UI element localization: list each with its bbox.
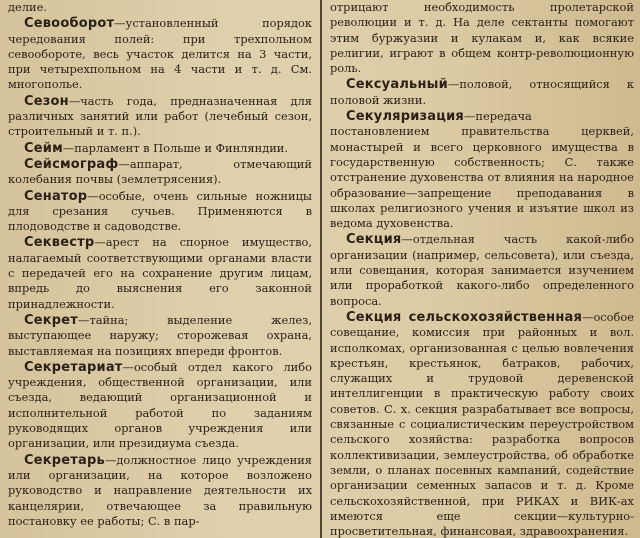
dictionary-entry — [8, 16, 312, 92]
entry-term: Секция сельскохозяйственная — [346, 309, 583, 325]
dictionary-entry — [330, 109, 634, 231]
entry-definition: —должностное лицо учреждения или организации, на которое возложено руководство и направление деятельности их канцелярии, отвечающее за правильную постановку ее работы; С. в пар- — [8, 452, 312, 528]
entry-term: Сейсмограф — [24, 156, 119, 172]
dictionary-entry — [8, 94, 312, 140]
entry-definition: —арест на спорное имущество, налагаемый соответствующими органами власти с передачей его на сохранение другим лицам, впредь до выяснения его законной принадлежности. — [8, 235, 312, 311]
entry-term: Севооборот — [24, 16, 115, 32]
right-column — [330, 0, 634, 538]
entry-term: Сейм — [24, 140, 63, 156]
right-entries — [330, 77, 634, 538]
dictionary-entry — [330, 232, 634, 308]
entry-definition: —аппарат, отмечающий колебания почвы (землетрясения). — [8, 156, 312, 187]
dictionary-entry — [8, 453, 312, 529]
dictionary-entry — [8, 360, 312, 452]
entry-definition: —тайна; выделение желез, выступающее наружу; сторожевая охрана, выставляемая на позициях впереди фронтов. — [8, 312, 312, 358]
right-top-fragment: отрицают необходимость пролетарской революции и т. д. На деле сектанты помогают этим буржуазии и кулакам и, как всякие религии, играют в общем контр-революционную роль. — [330, 0, 634, 76]
dictionary-entry — [8, 157, 312, 188]
entry-definition: —часть года, предназначенная для различных занятий или работ (лечебный сезон, строительный и т. п.). — [8, 93, 312, 139]
entry-term: Секция — [346, 232, 402, 248]
column-divider — [320, 0, 322, 538]
entry-definition: —установленный порядок чередования полей: при трехпольном севообороте, весь участок делится на 3 части, при четырехпольном на 4 части и т. д. См. многополье. — [8, 16, 312, 92]
entry-definition: —особое совещание, комиссия при районных и вол. исполкомах, организованная с целью вовлечения крестьян, крестьянок, батраков, рабочих, служащих и трудовой деревенской интеллигенции в практическую работу своих советов. С. х. секция разрабатывает все вопросы, связанные с социалистическим переустройством сельского хозяйства: разработка вопросов коллективизации, землеустройства, об обработке земли, о планах посевных кампаний, содействие организации семенных запасов и т. д. Кроме сельскохозяйственной, при РИКАХ и ВИК-ах имеются еще секции—культурно-просветительная, финансовая, здравоохранения. — [330, 309, 634, 538]
entry-term: Сексуальный — [346, 77, 448, 93]
dictionary-entry — [8, 313, 312, 359]
entry-definition: —парламент в Польше и Финляндии. — [62, 140, 289, 155]
dictionary-entry — [330, 310, 634, 538]
entry-definition: —особый отдел какого либо учреждения, общественной организации, или съезда, ведающий организационной и исполнительной работой по заданиям руководящих органов учреждения или организации, или президиума съезда. — [8, 359, 312, 451]
entry-definition: —передача постановлением правительства церквей, монастырей и всего церковного имущества в государственную собственность; С. также отстранение духовенства от влияния на народное образование—запрещение преподавания в школах религиозного учения и изъятие школ из ведома духовенства. — [330, 109, 634, 231]
left-top-fragment: делие. — [8, 0, 47, 14]
entry-definition: —особые, очень сильные ножницы для срезания сучьев. Применяются в плодоводстве и садоводстве. — [8, 188, 312, 234]
entry-term: Секрет — [24, 312, 79, 328]
left-entries — [8, 16, 312, 529]
left-column — [8, 0, 312, 538]
dictionary-entry — [8, 189, 312, 235]
entry-definition: —половой, относящийся к половой жизни. — [330, 77, 634, 107]
entry-term: Секретариат — [24, 359, 123, 375]
entry-term: Секуляризация — [346, 109, 464, 125]
dictionary-entry — [8, 235, 312, 311]
entry-definition: —отдельная часть какой-либо организации (например, сельсовета), или съезда, или совещания, которая занимается изучением или проработкой какого-либо определенного вопроса. — [330, 232, 634, 308]
entry-term: Сенатор — [24, 188, 88, 204]
entry-term: Сезон — [24, 93, 69, 109]
entry-term: Секвестр — [24, 235, 95, 251]
dictionary-entry — [8, 141, 312, 156]
entry-term: Секретарь — [24, 452, 105, 468]
dictionary-entry — [330, 77, 634, 108]
